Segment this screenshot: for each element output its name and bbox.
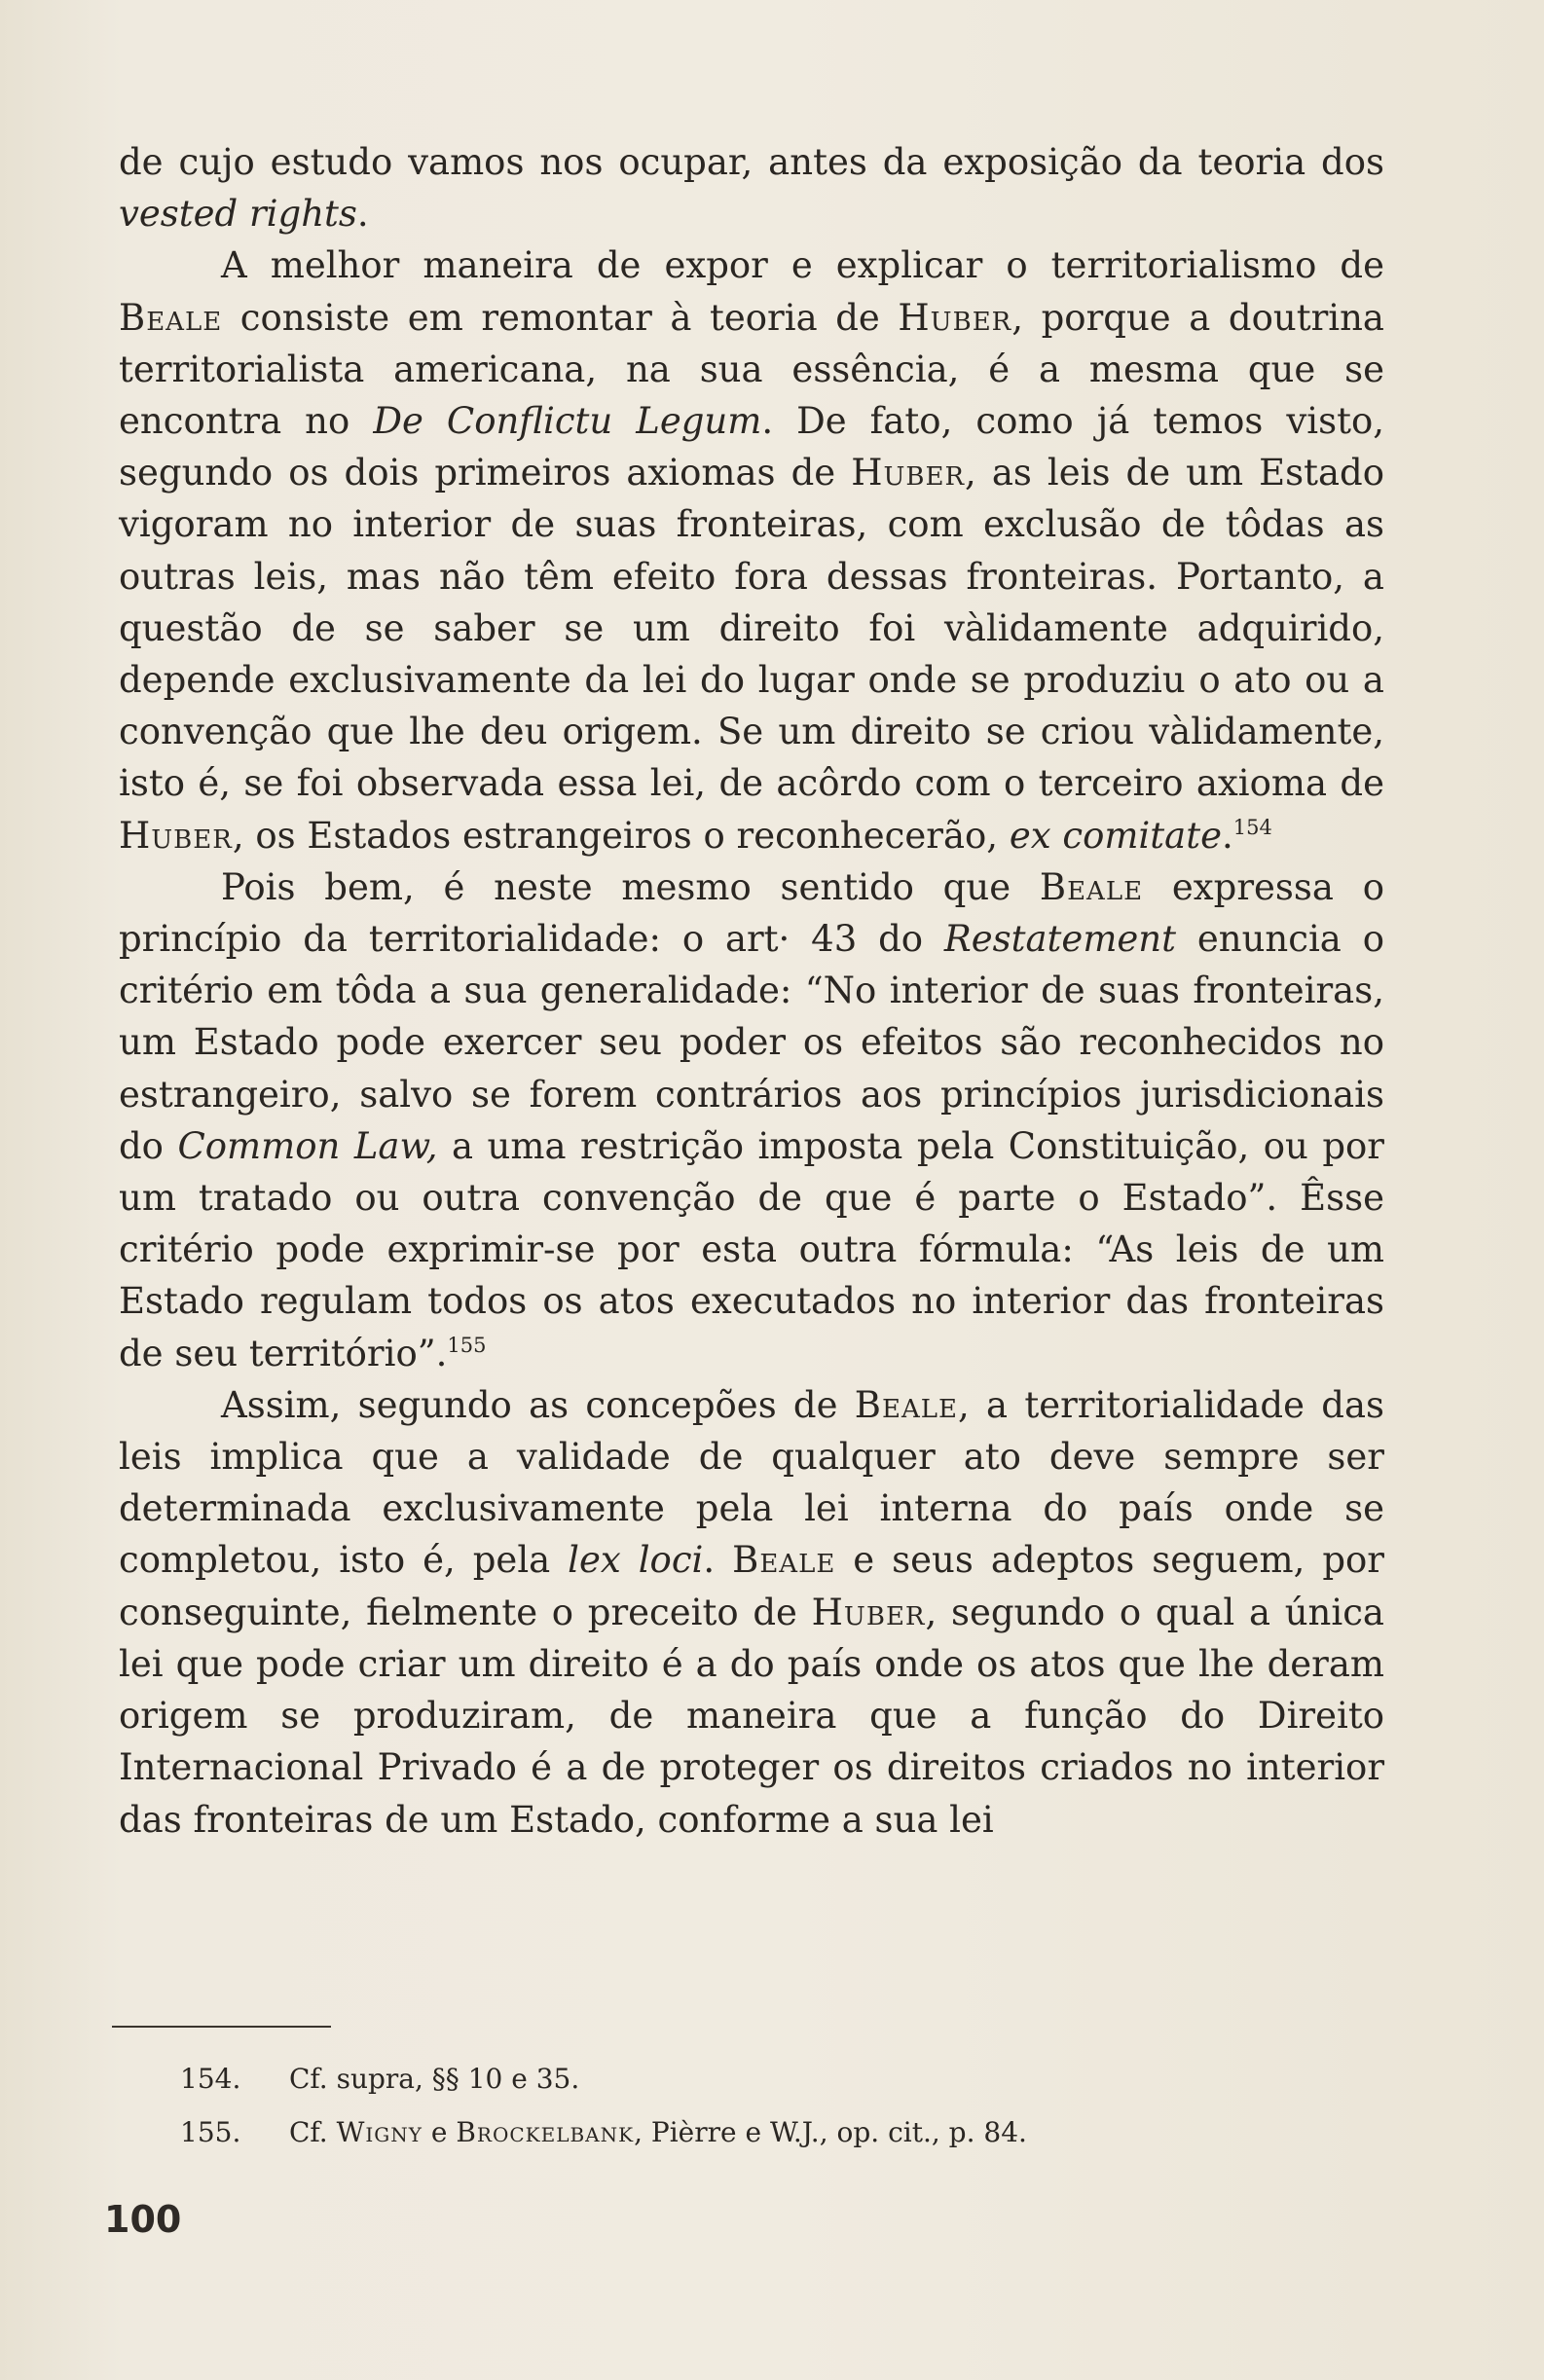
footnote — [180, 2052, 1378, 2105]
text-run: expressa o princípio da territorialidade: o art· 43 do — [119, 865, 1384, 961]
italic-text: vested rights — [119, 193, 357, 236]
text-run: , segundo o qual a única lei que pode criar um direito é a do país onde os atos que lhe deram origem se produziram, de maneira que a função do Direito Internacional Privado é a de proteger os direitos criados no interior das fronteiras de um Estado, conforme a sua lei — [119, 1591, 1384, 1841]
author-name: Beale — [854, 1383, 958, 1426]
text-run: , Pièrre e W.J., op. cit., p. 84. — [634, 2116, 1027, 2148]
author-name: Huber — [898, 296, 1012, 339]
text-run: consiste em remontar à teoria de — [222, 296, 899, 339]
text-run: Cf. supra, §§ 10 e 35. — [289, 2063, 580, 2095]
footnote-text — [289, 2052, 579, 2105]
body-text — [119, 136, 1384, 1846]
text-run: Pois bem, é neste mesmo sentido que — [221, 865, 1040, 908]
footnote-rule — [112, 2026, 331, 2028]
italic-text: De Conflictu Legum — [373, 400, 762, 443]
text-run: enuncia o critério em tôda a sua generalidade: “No interior de suas fronteiras, um Estado pode exercer seu poder os efeitos são reconhecidos no estrangeiro, salvo se forem contrários aos princípios jurisdicionais do — [119, 918, 1384, 1167]
author-name: Wigny — [336, 2116, 423, 2148]
footnote-ref: 155 — [447, 1333, 487, 1357]
italic-text: ex comitate — [1009, 814, 1222, 857]
text-run: e seus adeptos seguem, por conseguinte, fielmente o preceito de — [119, 1539, 1384, 1633]
author-name: Beale — [119, 296, 223, 339]
footnote-ref: 154 — [1232, 815, 1272, 839]
footnote-number: 154. — [180, 2063, 241, 2095]
text-run: Cf. — [289, 2116, 337, 2148]
footnotes — [180, 2052, 1378, 2159]
italic-text: Restatement — [943, 918, 1177, 961]
text-run: . — [356, 193, 369, 236]
text-run: de cujo estudo vamos nos ocupar, antes da exposição da teoria dos — [119, 141, 1384, 183]
text-run: a uma restrição imposta pela Constituição, ou por um tratado ou outra convenção de que é parte o Estado”. Êsse critério pode exprimir-se por esta outra fórmula: “As leis de um Estado regulam todos os atos executados no interior das fronteiras de seu território”. — [119, 1124, 1384, 1374]
text-run: , a territorialidade das leis implica que a validade de qualquer ato deve sempre ser determinada exclusivamente pela lei interna do país onde se completou, isto é, pela — [119, 1383, 1384, 1582]
author-name: Brockelbank — [456, 2116, 635, 2148]
text-run: , porque a doutrina territorialista americana, na sua essência, é a mesma que se encontra no — [119, 296, 1384, 443]
text-run: Assim, segundo as concepões de — [221, 1383, 855, 1426]
author-name: Huber — [811, 1591, 926, 1633]
author-name: Huber — [851, 452, 966, 494]
footnote-number: 155. — [180, 2116, 241, 2148]
paragraph — [119, 861, 1384, 1379]
paragraph — [119, 239, 1384, 860]
paragraph — [119, 136, 1384, 239]
text-run: , as leis de um Estado vigoram no interior de suas fronteiras, com exclusão de tôdas as outras leis, mas não têm efeito fora dessas fronteiras. Portanto, a questão de se saber se um direito foi vàlidamente adquirido, depende exclusivamente da lei do lugar onde se produziu o ato ou a convenção que lhe deu origem. Se um direito se criou vàlidamente, isto é, se foi observada essa lei, de acôrdo com o terceiro axioma de — [119, 452, 1384, 805]
text-run: , os Estados estrangeiros o reconhecerão, — [232, 814, 1010, 857]
text-run: . — [1221, 814, 1233, 857]
text-run: . De fato, como já temos visto, segundo os dois primeiros axiomas de — [119, 400, 1385, 494]
author-name: Beale — [1039, 865, 1144, 908]
page-number: 100 — [104, 2198, 182, 2241]
paragraph — [119, 1379, 1384, 1846]
text-run: e — [422, 2116, 457, 2148]
text-run: . — [703, 1539, 733, 1582]
footnote — [180, 2105, 1378, 2159]
author-name: Beale — [732, 1539, 836, 1582]
footnote-text — [289, 2105, 1027, 2159]
italic-text: lex loci — [568, 1539, 704, 1582]
author-name: Huber — [119, 814, 233, 857]
text-run: A melhor maneira de expor e explicar o territorialismo de — [221, 244, 1384, 287]
italic-text: Common Law, — [177, 1124, 438, 1167]
